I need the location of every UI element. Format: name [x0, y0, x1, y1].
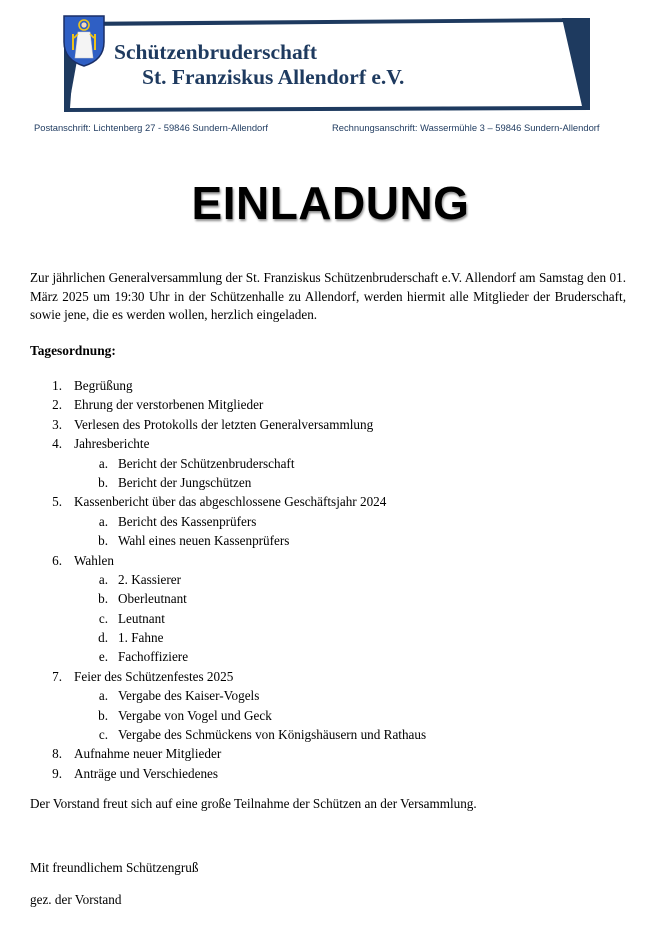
agenda-item-number: 6. [52, 552, 62, 568]
agenda-subitem-letter: b. [98, 707, 108, 723]
document-heading: EINLADUNG [191, 177, 470, 229]
agenda-subitem-letter: c. [98, 727, 108, 743]
agenda-subitem-letter: e. [98, 649, 108, 665]
agenda-item [0, 764, 661, 783]
organization-name-line2: St. Franziskus Allendorf e.V. [142, 65, 405, 89]
agenda-subitem-text: Bericht des Kassenprüfers [118, 513, 257, 529]
agenda-subitem-text: Wahl eines neuen Kassenprüfers [118, 533, 290, 549]
agenda-subitem-letter: d. [98, 630, 108, 646]
agenda-item-number: 3. [52, 416, 62, 432]
signature: gez. der Vorstand [30, 892, 122, 907]
agenda-subitem [0, 531, 661, 550]
agenda-subitem-text: 2. Kassierer [118, 571, 181, 587]
agenda-subitem-letter: a. [98, 571, 108, 587]
agenda-subitem-letter: c. [98, 610, 108, 626]
agenda-item-number: 8. [52, 746, 62, 762]
agenda-subitem-text: Leutnant [118, 610, 165, 626]
agenda-item-number: 9. [52, 765, 62, 781]
agenda-item-text: Jahresberichte [74, 436, 150, 452]
agenda-title: Tagesordnung: [30, 343, 116, 358]
agenda-item-text: Kassenbericht über das abgeschlossene Geschäftsjahr 2024 [74, 494, 387, 510]
agenda-subitem [0, 570, 661, 589]
agenda-subitem-text: Vergabe von Vogel und Geck [118, 707, 272, 723]
agenda-item [0, 395, 661, 414]
agenda-subitem [0, 589, 661, 608]
agenda-subitem [0, 473, 661, 492]
greeting: Mit freundlichem Schützengruß [30, 860, 199, 875]
agenda-subitem-letter: a. [98, 513, 108, 529]
agenda-subitem-text: Fachoffiziere [118, 649, 189, 665]
organization-name [114, 40, 494, 90]
agenda-item-number: 1. [52, 378, 62, 393]
agenda-item [0, 376, 661, 395]
agenda-subitem [0, 647, 661, 666]
intro-paragraph: Zur jährlichen Generalversammlung der St. Franziskus Schützenbruderschaft e.V. Allendorf am Samstag den 01. März 2025 um 19:30 Uhr in der Schützenhalle zu Allendorf, werden hiermit alle Mitglieder der Bruderschaft, sowie jene, die es werden wollen, herzlich eingeladen. [30, 270, 626, 322]
address-row [34, 122, 624, 136]
agenda-subitem [0, 686, 661, 705]
agenda-subitem-letter: b. [98, 591, 108, 607]
agenda-subitem [0, 725, 661, 744]
agenda-subitem [0, 628, 661, 647]
coat-of-arms-icon [62, 14, 106, 68]
agenda-item [0, 667, 661, 686]
agenda-item-number: 5. [52, 494, 62, 510]
agenda-subitem [0, 512, 661, 531]
agenda-item [0, 434, 661, 453]
billing-address: Rechnungsanschrift: Wassermühle 3 – 59846 Sundern-Allendorf [332, 122, 600, 133]
closing-sentence: Der Vorstand freut sich auf eine große Teilnahme der Schützen an der Versammlung. [30, 796, 477, 811]
agenda-item-number: 2. [52, 397, 62, 413]
agenda-item-number: 7. [52, 668, 62, 684]
agenda-subitem-text: Bericht der Jungschützen [118, 474, 252, 490]
agenda-item [0, 744, 661, 763]
agenda-list [0, 376, 661, 783]
agenda-subitem [0, 609, 661, 628]
agenda-subitem-letter: b. [98, 533, 108, 549]
agenda-item-text: Ehrung der verstorbenen Mitglieder [74, 397, 264, 413]
agenda-subitem-letter: a. [98, 688, 108, 704]
agenda-item [0, 492, 661, 511]
agenda-item [0, 551, 661, 570]
agenda-item-text: Anträge und Verschiedenes [74, 765, 219, 781]
header-banner [62, 14, 592, 116]
agenda-subitem-letter: b. [98, 474, 108, 490]
agenda-subitem-letter: a. [98, 455, 108, 471]
agenda-item-text: Feier des Schützenfestes 2025 [74, 668, 234, 684]
agenda-item-text: Aufnahme neuer Mitglieder [74, 746, 222, 762]
agenda-item-text: Wahlen [74, 552, 114, 568]
agenda-subitem-text: Vergabe des Schmückens von Königshäusern und Rathaus [118, 727, 427, 743]
organization-name-line1: Schützenbruderschaft [114, 40, 318, 64]
agenda-subitem-text: Vergabe des Kaiser-Vogels [118, 688, 260, 704]
agenda-subitem-text: 1. Fahne [118, 630, 164, 646]
agenda-subitem [0, 706, 661, 725]
agenda-subitem [0, 454, 661, 473]
agenda-subitem-text: Bericht der Schützenbruderschaft [118, 455, 295, 471]
agenda-item-text: Begrüßung [74, 378, 133, 393]
agenda-item-text: Verlesen des Protokolls der letzten Generalversammlung [74, 416, 374, 432]
postal-address: Postanschrift: Lichtenberg 27 - 59846 Sundern-Allendorf [34, 122, 268, 133]
agenda-item-number: 4. [52, 436, 62, 452]
agenda-subitem-text: Oberleutnant [118, 591, 187, 607]
agenda-item [0, 415, 661, 434]
